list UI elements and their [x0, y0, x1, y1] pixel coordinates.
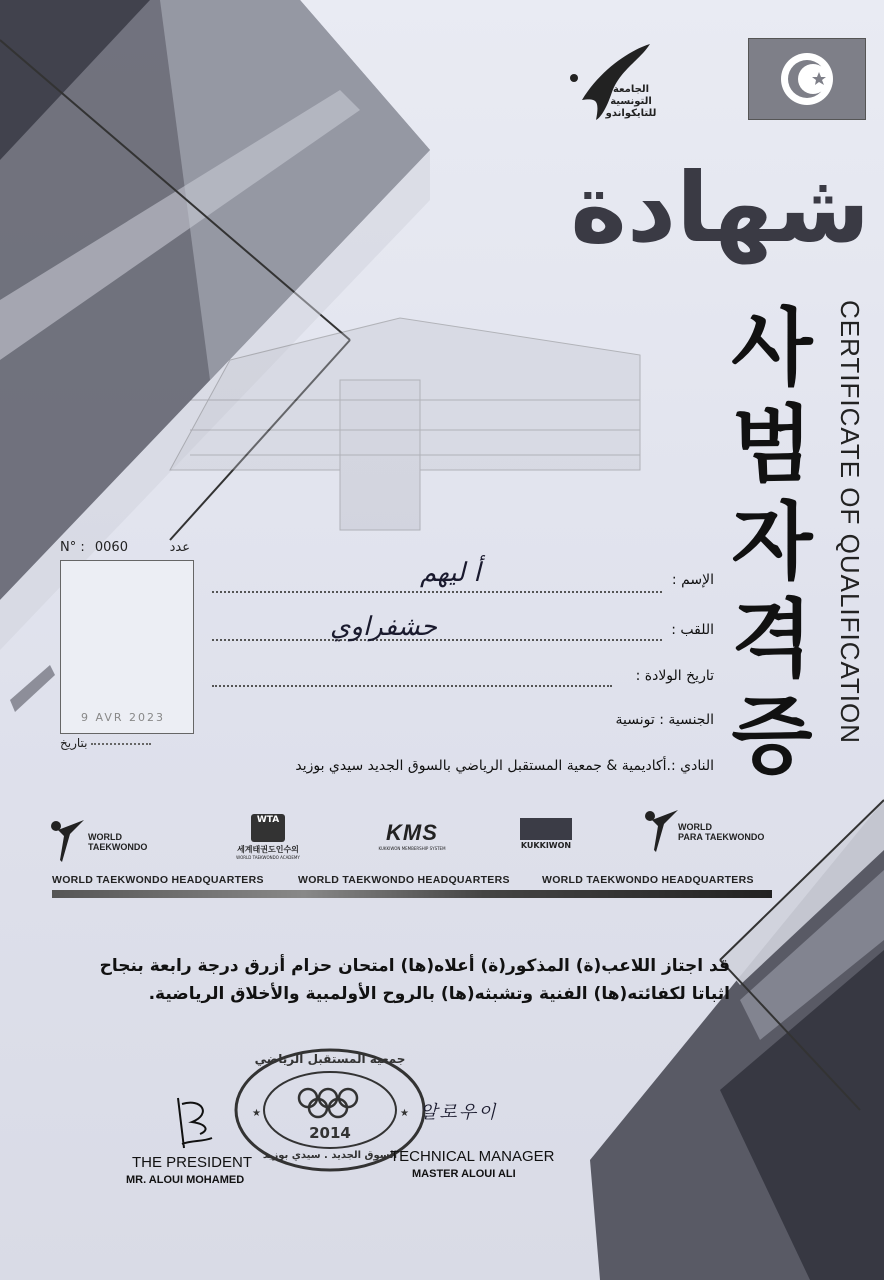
name-value: أ ليهم: [420, 558, 481, 588]
president-name: MR. ALOUI MOHAMED: [126, 1174, 245, 1186]
para-taekwondo-logo: WORLD PARA TAEKWONDO: [644, 808, 784, 858]
hq-bar: [52, 890, 772, 898]
hq-text-3: WORLD TAEKWONDO HEADQUARTERS: [542, 874, 754, 886]
title-arabic: شهادة: [570, 152, 870, 264]
photo-box: [60, 560, 194, 734]
nationality-label: الجنسية : تونسية: [615, 712, 714, 728]
para-taekwondo-icon: [644, 808, 682, 854]
date-label: بتاريخ: [60, 736, 192, 750]
birth-date-line: [212, 684, 612, 687]
president-title: THE PRESIDENT: [132, 1154, 253, 1171]
surname-label: اللقب :: [671, 622, 714, 638]
olympic-rings-icon: [299, 1089, 357, 1117]
name-line: [212, 590, 662, 593]
hq-text-2: WORLD TAEKWONDO HEADQUARTERS: [298, 874, 510, 886]
birth-date-label: تاريخ الولادة :: [635, 668, 714, 684]
date-stamp: 9 AVR 2023: [81, 711, 165, 724]
club-label: النادي :.أكاديمية & جمعية المستقبل الرياضي بالسوق الجديد سيدي بوزيد: [295, 758, 714, 774]
stamp-top-text: جمعية المستقبل الرياضي: [254, 1052, 406, 1066]
kukkiwon-icon: [520, 818, 572, 840]
manager-signature: 알로우이: [420, 1102, 498, 1123]
wta-logo: WTA 세계태권도인수의 WORLD TAEKWONDO ACADEMY: [236, 815, 300, 860]
manager-name: MASTER ALOUI ALI: [412, 1168, 516, 1180]
wta-icon: WTA: [251, 814, 285, 842]
federation-name: الجامعة التونسية للتايكواندو: [605, 84, 657, 119]
manager-title: TECHNICAL MANAGER: [390, 1148, 555, 1165]
kms-icon: KMS: [386, 820, 438, 845]
name-label: الإسم :: [671, 572, 714, 588]
world-taekwondo-icon: [50, 818, 88, 864]
surname-value: حشفراوي: [330, 612, 437, 642]
president-signature: [172, 1094, 222, 1154]
stamp-bottom-text: السوق الجديد . سيدي بوزيد: [262, 1150, 398, 1161]
surname-line: [212, 638, 662, 641]
tunisia-flag-icon: [748, 38, 866, 120]
kms-logo: KMS KUKKIWON MEMBERSHIP SYSTEM: [372, 820, 452, 860]
title-english: CERTIFICATE OF QUALIFICATION: [835, 300, 865, 745]
kukkiwon-logo: KUKKIWON: [518, 818, 574, 854]
title-korean: 사 범 자 격 증: [731, 299, 813, 785]
stamp-year: 2014: [309, 1124, 351, 1142]
world-taekwondo-logo: WORLD TAEKWONDO: [50, 818, 170, 868]
svg-text:★: ★: [400, 1108, 409, 1119]
certificate-body: قد اجتاز اللاعب(ة) المذكور(ة) أعلاه(ها) امتحان حزام أزرق درجة رابعة بنجاح اثباتا لكفائته(ها) الفنية وتشبثه(ها) بالروح الأولمبية والأخلاق الرياضية.: [99, 956, 730, 1004]
certificate-number: N° : 0060 عدد: [60, 540, 190, 555]
hq-text-1: WORLD TAEKWONDO HEADQUARTERS: [52, 874, 264, 886]
svg-text:★: ★: [252, 1108, 261, 1119]
